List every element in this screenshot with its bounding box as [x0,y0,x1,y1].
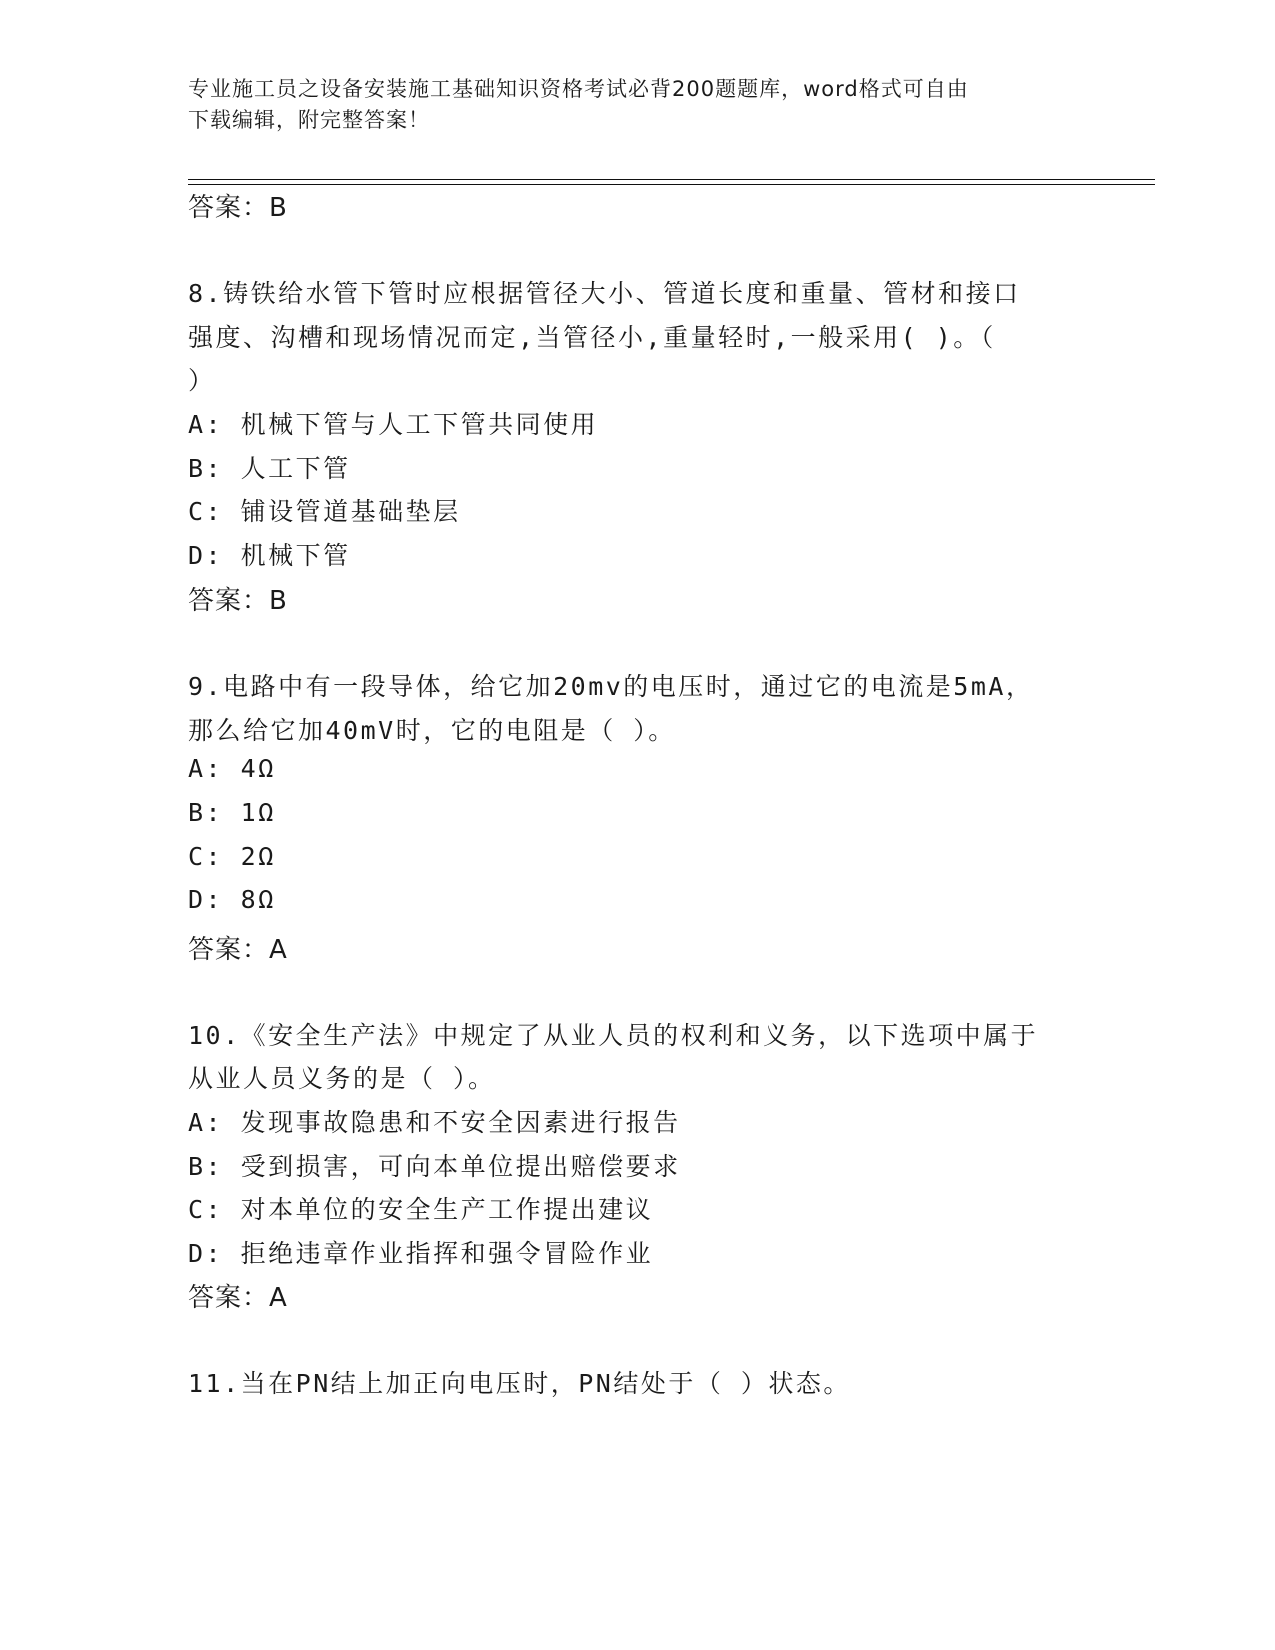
question-text-line: ） [188,366,216,395]
header-rule-bottom [188,184,1155,185]
header-rule-top [188,179,1155,180]
option-c: C: 铺设管道基础垫层 [188,497,461,526]
option-b: B: 人工下管 [188,454,351,483]
option-b: B: 受到损害，可向本单位提出赔偿要求 [188,1152,681,1181]
header-line-1: 专业施工员之设备安装施工基础知识资格考试必背200题题库，word格式可自由 [188,77,969,101]
question-text-line: 那么给它加40mV时，它的电阻是（ ）。 [188,716,676,745]
question-text-line: 11.当在PN结上加正向电压时，PN结处于（ ）状态。 [188,1369,851,1398]
option-d: D: 机械下管 [188,541,351,570]
header-line-2: 下载编辑，附完整答案！ [188,108,430,132]
option-d: D: 8Ω [188,885,276,914]
question-text-line: 强度、沟槽和现场情况而定,当管径小,重量轻时,一般采用( )。（ [188,323,996,352]
option-a: A: 4Ω [188,754,276,783]
option-c: C: 2Ω [188,842,276,871]
option-c: C: 对本单位的安全生产工作提出建议 [188,1195,654,1224]
question-text-line: 8.铸铁给水管下管时应根据管径大小、管道长度和重量、管材和接口 [188,279,1021,308]
question-text-line: 9.电路中有一段导体，给它加20mv的电压时，通过它的电流是5mA， [188,672,1034,701]
answer-previous: 答案：B [188,193,288,223]
option-a: A: 机械下管与人工下管共同使用 [188,410,599,439]
answer: 答案：A [188,1283,288,1313]
document-header [188,74,1088,136]
answer: 答案：B [188,586,288,616]
question-text-line: 10.《安全生产法》中规定了从业人员的权利和义务，以下选项中属于 [188,1021,1039,1050]
answer: 答案：A [188,935,288,965]
option-d: D: 拒绝违章作业指挥和强令冒险作业 [188,1239,654,1268]
question-text-line: 从业人员义务的是（ ）。 [188,1064,496,1093]
option-b: B: 1Ω [188,798,276,827]
option-a: A: 发现事故隐患和不安全因素进行报告 [188,1108,681,1137]
